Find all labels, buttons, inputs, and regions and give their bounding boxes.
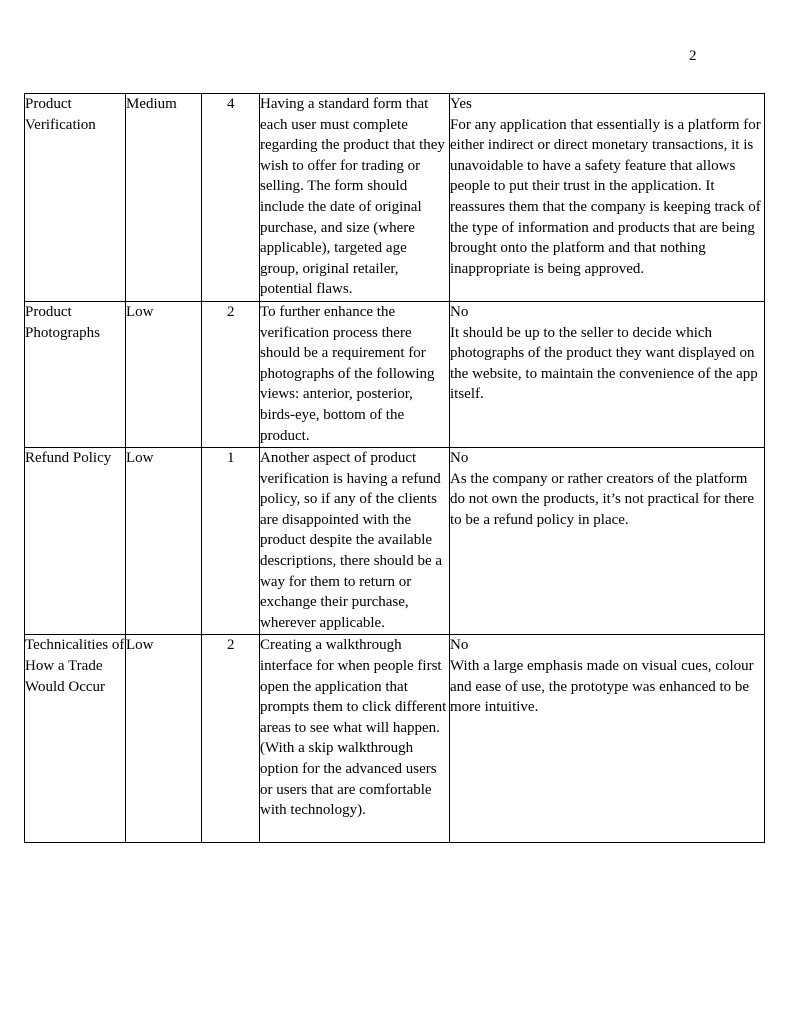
score-text: 2 xyxy=(227,637,235,654)
included-text: Yes xyxy=(450,96,472,112)
description-text: To further enhance the verification process there should be a requirement for photographs of the following views: anterior, posterior, birds-eye, bottom of the product. xyxy=(260,303,435,444)
score-cell xyxy=(202,448,260,635)
feature-text: Product Verification xyxy=(25,96,96,133)
included-text: No xyxy=(450,450,469,467)
justification-text: For any application that essentially is a platform for either indirect or direct monetary transactions, it is unavoidable to have a safety feature that allows people to put their trust in the application. It reassures them that the company is keeping track of the type of information and products that are being brought onto the platform and that nothing inappropriate is being approved. xyxy=(450,116,761,277)
score-cell xyxy=(202,94,260,302)
included-text: No xyxy=(450,303,469,320)
description-cell xyxy=(260,301,450,447)
score-cell xyxy=(202,301,260,447)
justification-text: As the company or rather creators of the platform do not own the products, it’s not practical for there to be a refund policy in place. xyxy=(450,470,755,528)
description-text: Another aspect of product verification is having a refund policy, so if any of the clients are disappointed with the product despite the available descriptions, there should be a way for them to return or exchange their purchase, wherever applicable. xyxy=(260,450,443,631)
included-text: No xyxy=(450,637,469,654)
decision-cell xyxy=(450,94,765,302)
priority-cell xyxy=(126,635,202,843)
score-text: 4 xyxy=(227,96,235,112)
priority-cell xyxy=(126,94,202,302)
decision-cell xyxy=(450,301,765,447)
priority-text: Low xyxy=(126,450,154,467)
table-row xyxy=(25,635,765,843)
feature-cell xyxy=(25,301,126,447)
feature-cell xyxy=(25,635,126,843)
score-text: 2 xyxy=(227,303,235,320)
decision-cell xyxy=(450,635,765,843)
priority-cell xyxy=(126,448,202,635)
description-cell xyxy=(260,94,450,302)
score-text: 1 xyxy=(227,450,235,467)
priority-cell xyxy=(126,301,202,447)
page-number: 2 xyxy=(689,48,697,64)
decision-cell xyxy=(450,448,765,635)
feature-cell xyxy=(25,94,126,302)
description-text: Creating a walkthrough interface for when people first open the application that prompts them to click different areas to see what will happen. (With a skip walkthrough option for the advanced users or users that are comfortable with technology). xyxy=(260,637,447,819)
justification-text: It should be up to the seller to decide which photographs of the product they want displayed on the website, to maintain the convenience of the app itself. xyxy=(450,324,758,403)
description-cell xyxy=(260,448,450,635)
priority-text: Low xyxy=(126,303,154,320)
score-cell xyxy=(202,635,260,843)
feature-text: Product Photographs xyxy=(25,303,100,341)
requirements-table xyxy=(24,93,765,843)
priority-text: Medium xyxy=(126,96,177,112)
feature-text: Technicalities of How a Trade Would Occur xyxy=(25,637,125,695)
priority-text: Low xyxy=(126,637,154,654)
description-text: Having a standard form that each user must complete regarding the product that they wish to offer for trading or selling. The form should include the date of original purchase, and size (where applicable), targeted age group, original retailer, potential flaws. xyxy=(260,96,445,298)
feature-text: Refund Policy xyxy=(25,450,112,467)
feature-cell xyxy=(25,448,126,635)
description-cell xyxy=(260,635,450,843)
table-row xyxy=(25,94,765,302)
table-row xyxy=(25,301,765,447)
table-row xyxy=(25,448,765,635)
justification-text: With a large emphasis made on visual cues, colour and ease of use, the prototype was enhanced to be more intuitive. xyxy=(450,658,754,716)
